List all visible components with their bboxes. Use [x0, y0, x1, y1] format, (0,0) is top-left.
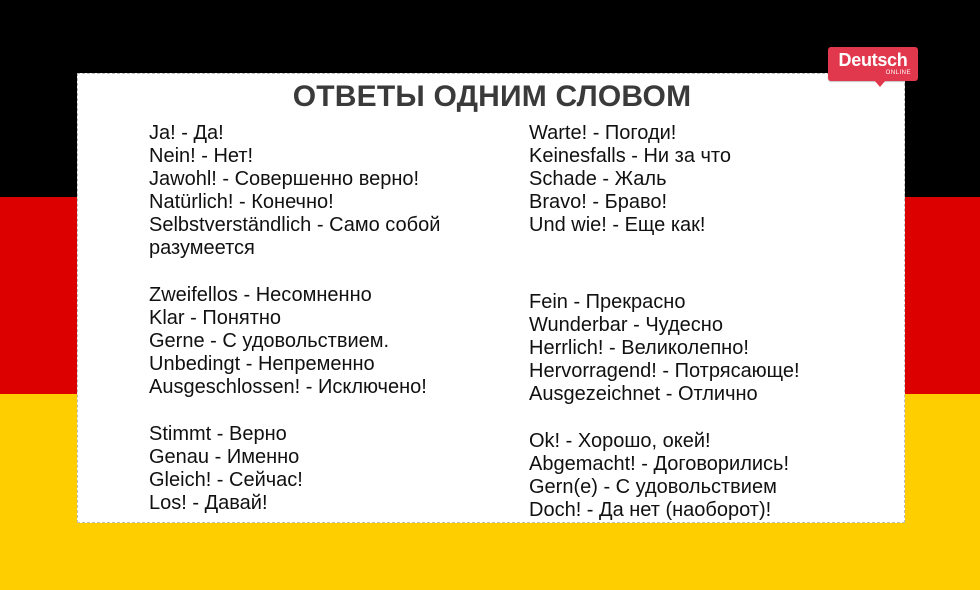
phrase-card	[77, 73, 905, 523]
phrase-line: Unbedingt - Непременно	[149, 353, 375, 375]
phrase-line: Los! - Давай!	[149, 492, 268, 514]
phrase-line: Schade - Жаль	[529, 168, 667, 190]
phrase-line: Hervorragend! - Потрясающе!	[529, 360, 800, 382]
phrase-line: Doch! - Да нет (наоборот)!	[529, 499, 772, 521]
phrase-line: Keinesfalls - Ни за что	[529, 145, 731, 167]
phrase-group	[149, 284, 509, 399]
phrase-group	[529, 122, 899, 267]
deutsch-online-logo	[828, 47, 918, 81]
phrase-group	[529, 430, 899, 522]
phrase-line: Natürlich! - Конечно!	[149, 191, 334, 213]
right-column	[529, 122, 899, 546]
phrase-group	[529, 291, 899, 406]
phrase-group	[149, 423, 509, 515]
speech-bubble-icon	[874, 80, 886, 87]
phrase-line: Selbstverständlich - Само собой разумеется	[149, 214, 441, 259]
phrase-line: Ausgeschlossen! - Исключено!	[149, 376, 427, 398]
left-column	[149, 122, 509, 539]
phrase-line: Jawohl! - Совершенно верно!	[149, 168, 420, 190]
phrase-line: Nein! - Нет!	[149, 145, 254, 167]
phrase-line: Gern(e) - С удовольствием	[529, 476, 777, 498]
phrase-line: Ok! - Хорошо, окей!	[529, 430, 711, 452]
phrase-line: Warte! - Погоди!	[529, 122, 677, 144]
card-title: ОТВЕТЫ ОДНИМ СЛОВОМ	[292, 80, 692, 113]
phrase-line: Wunderbar - Чудесно	[529, 314, 723, 336]
logo-word: Deutsch	[838, 50, 908, 70]
phrase-line: Stimmt - Верно	[149, 423, 287, 445]
phrase-line: Zweifellos - Несомненно	[149, 284, 372, 306]
phrase-line: Herrlich! - Великолепно!	[529, 337, 749, 359]
phrase-line: Ja! - Да!	[149, 122, 224, 144]
phrase-line: Fein - Прекрасно	[529, 291, 686, 313]
phrase-line: Ausgezeichnet - Отлично	[529, 383, 758, 405]
phrase-group	[149, 122, 509, 260]
phrase-line: Genau - Именно	[149, 446, 300, 468]
phrase-line: Gerne - С удовольствием.	[149, 330, 390, 352]
phrase-line: Klar - Понятно	[149, 307, 282, 329]
phrase-line: Bravo! - Браво!	[529, 191, 668, 213]
phrase-line: Abgemacht! - Договорились!	[529, 453, 790, 475]
logo-subtitle: ONLINE	[885, 70, 911, 76]
phrase-line: Und wie! - Еще как!	[529, 214, 706, 236]
phrase-line: Gleich! - Сейчас!	[149, 469, 303, 491]
